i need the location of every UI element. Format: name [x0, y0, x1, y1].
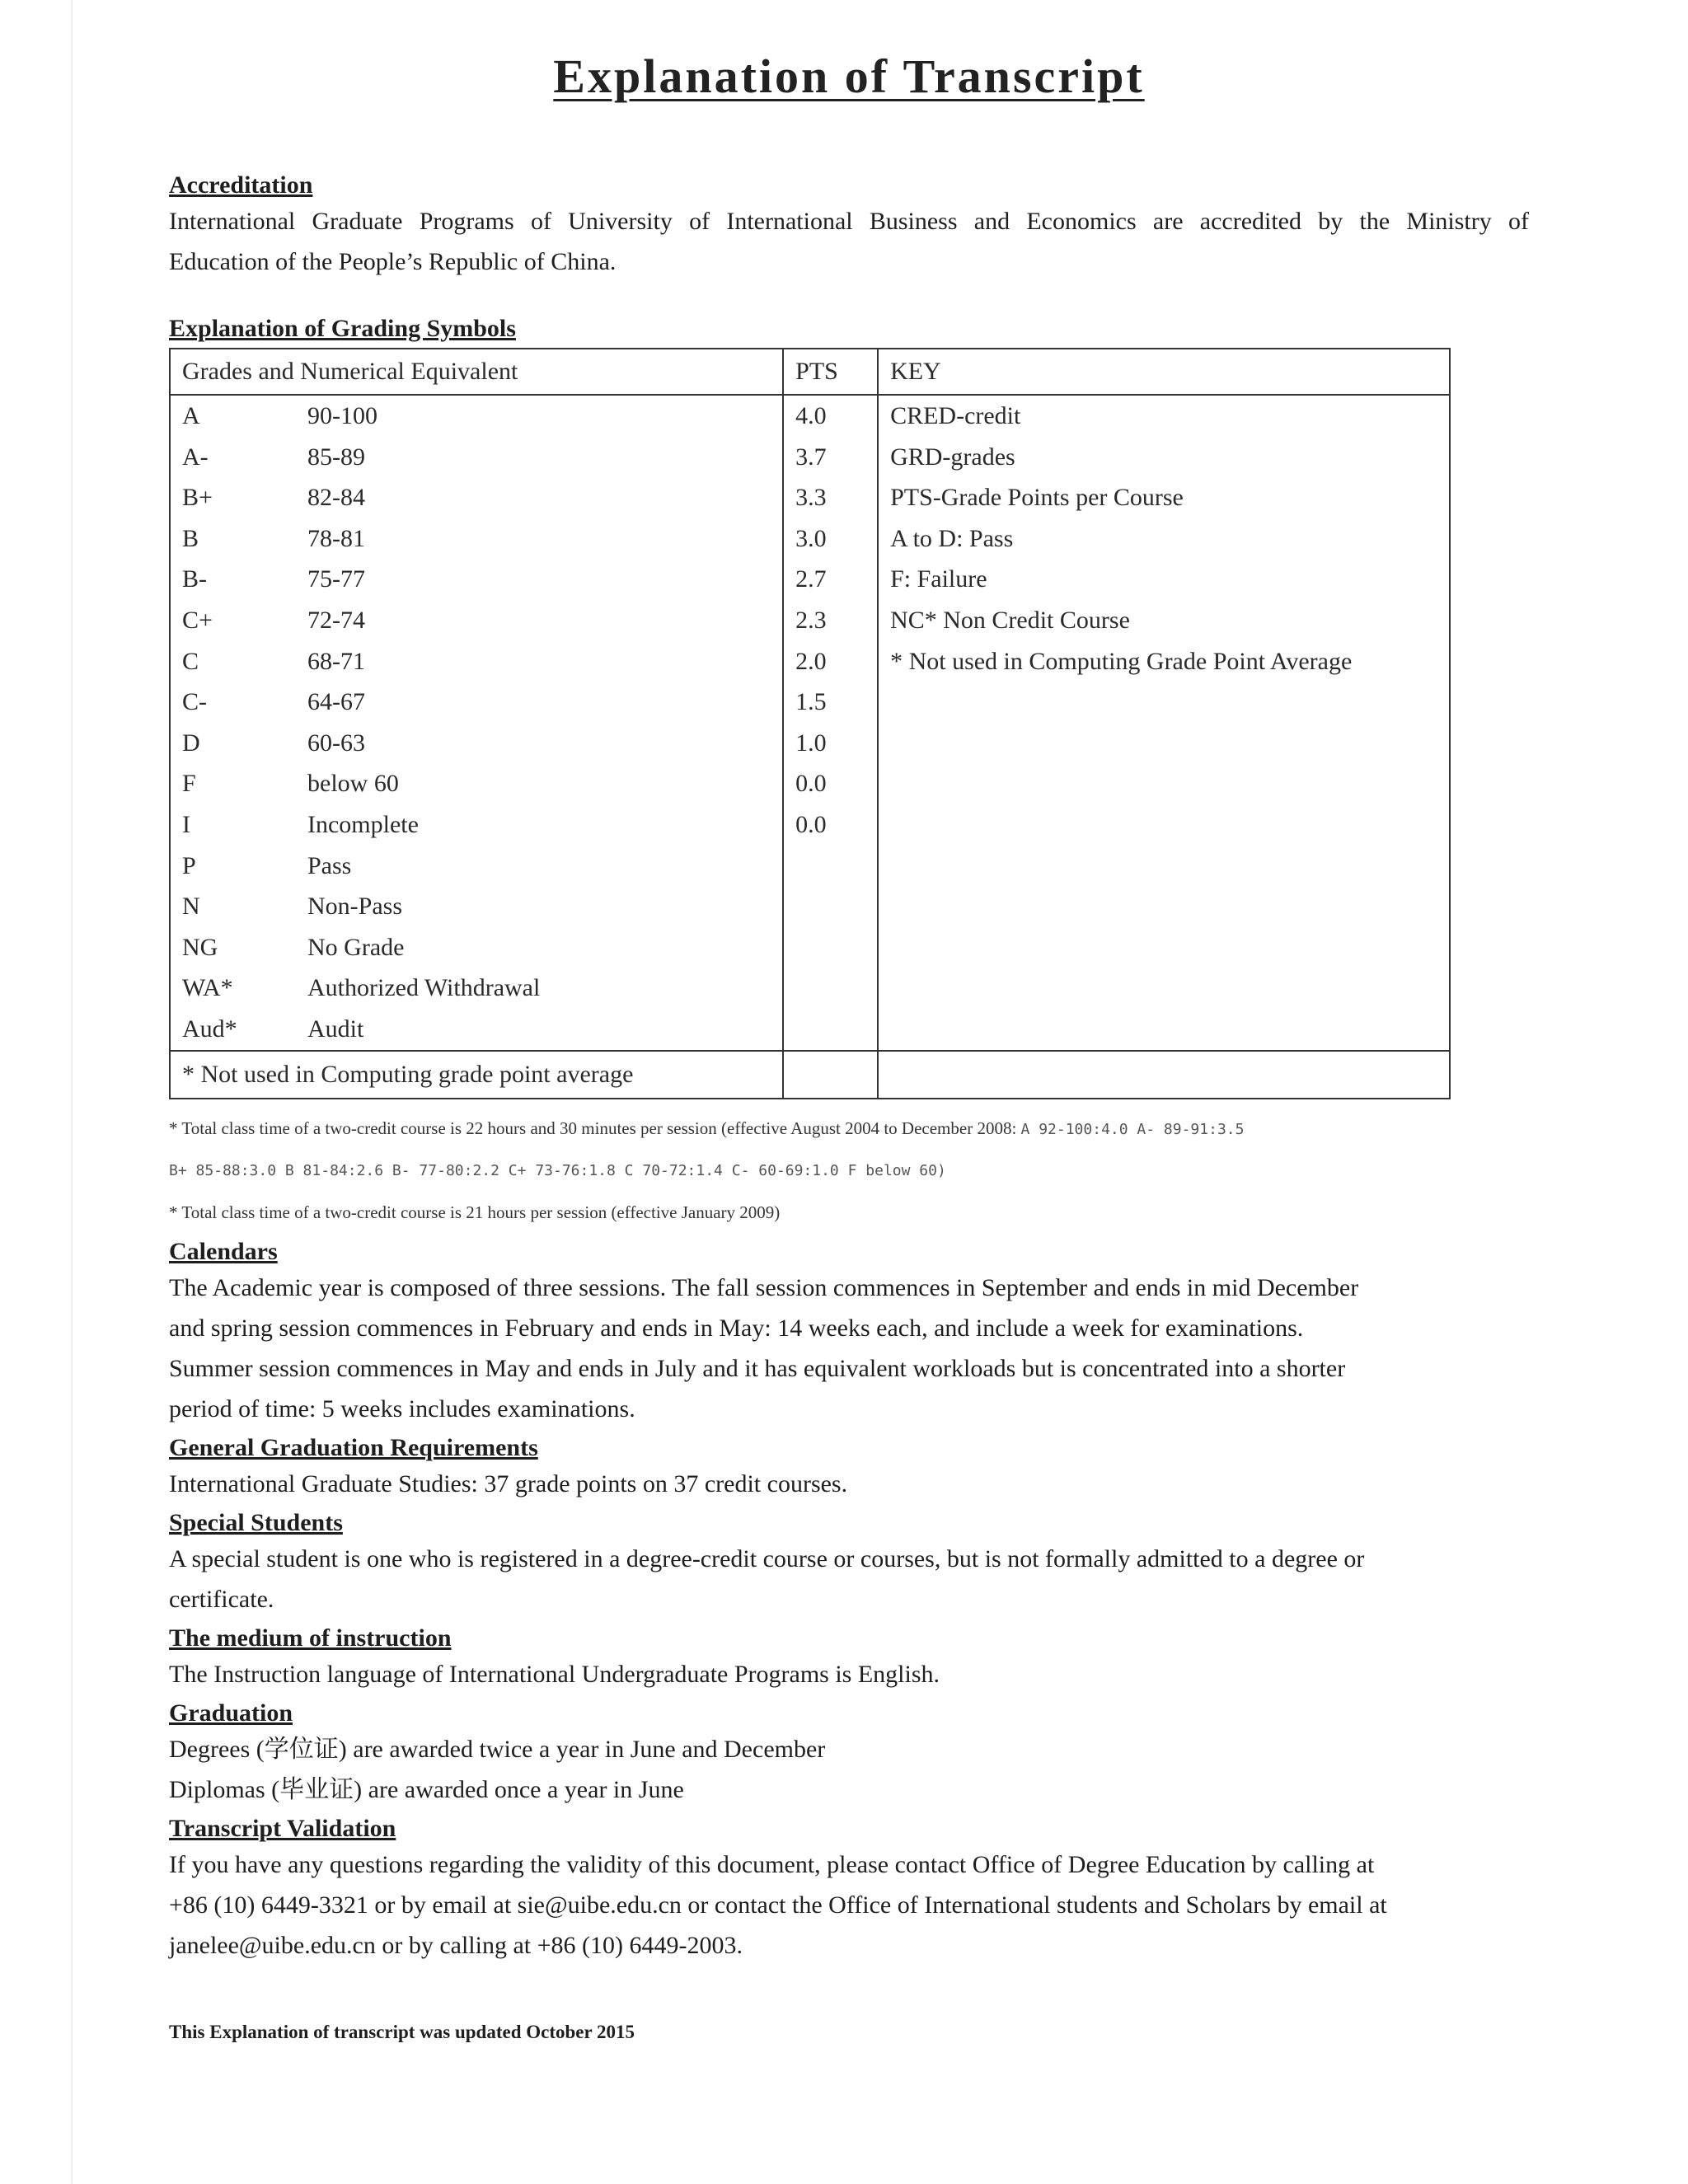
- note-1-text: * Total class time of a two-credit course is 22 hours and 30 minutes per session (effective August 2004 to December 2008:: [169, 1118, 1017, 1138]
- grade-row: [182, 763, 771, 804]
- scan-edge: [71, 0, 73, 2184]
- grade-range: 90-100: [307, 402, 377, 429]
- accreditation-heading: Accreditation: [169, 171, 313, 199]
- general-graduation-heading: General Graduation Requirements: [169, 1433, 538, 1461]
- class-time-notes: [169, 1108, 1529, 1233]
- special-students-section: [169, 1507, 1529, 1619]
- grade-points: 3.7: [795, 443, 827, 471]
- validation-line: If you have any questions regarding the validity of this document, please contact Office of Degree Education by calling at: [169, 1850, 1375, 1878]
- grade-row: [182, 723, 771, 764]
- calendars-line: period of time: 5 weeks includes examinations.: [169, 1394, 635, 1422]
- accreditation-line: Education of the People’s Republic of China.: [169, 248, 617, 275]
- graduation-line: Diplomas (毕业证) are awarded once a year in June: [169, 1775, 684, 1803]
- key-entry: CRED-credit: [890, 402, 1021, 429]
- grade-points: 0.0: [795, 810, 827, 838]
- accreditation-text: [169, 201, 1529, 282]
- grade-range: 75-77: [307, 565, 365, 593]
- medium-section: [169, 1623, 1529, 1694]
- general-graduation-line: International Graduate Studies: 37 grade points on 37 credit courses.: [169, 1469, 848, 1497]
- grade-range: below 60: [307, 770, 399, 798]
- grade-range: 85-89: [307, 443, 365, 471]
- grade-range: Pass: [307, 851, 352, 879]
- grade-points: 3.3: [795, 484, 827, 512]
- grade-row: [182, 886, 771, 927]
- grade-letter: I: [182, 810, 190, 838]
- grade-letter: C+: [182, 606, 213, 634]
- grade-range: Non-Pass: [307, 893, 403, 921]
- key-entry: A to D: Pass: [890, 524, 1014, 552]
- grade-range: 68-71: [307, 647, 365, 675]
- grade-points: 2.7: [795, 565, 827, 593]
- grade-points: 2.3: [795, 606, 827, 634]
- special-students-line: A special student is one who is registered in a degree-credit course or courses, but is not formally admitted to a degree or: [169, 1544, 1365, 1572]
- validation-line: +86 (10) 6449-3321 or by email at sie@uibe.edu.cn or contact the Office of International students and Scholars by email at: [169, 1891, 1387, 1919]
- grade-row: [182, 437, 771, 478]
- graduation-heading: Graduation: [169, 1699, 293, 1727]
- grade-letter: D: [182, 729, 200, 757]
- graduation-line: Degrees (学位证) are awarded twice a year in June and December: [169, 1735, 826, 1763]
- graduation-text: [169, 1729, 1529, 1810]
- accreditation-section: [169, 170, 1529, 282]
- grade-range: 78-81: [307, 524, 365, 552]
- key-entry: GRD-grades: [890, 443, 1015, 471]
- grade-letter: N: [182, 893, 200, 921]
- key-entry: F: Failure: [890, 565, 987, 593]
- key-entry: NC* Non Credit Course: [890, 606, 1130, 634]
- header-key: KEY: [878, 349, 1450, 395]
- grade-letter: C: [182, 647, 199, 675]
- grade-letter: B+: [182, 484, 213, 512]
- key-entry: * Not used in Computing Grade Point Average: [890, 647, 1353, 675]
- validation-line: janelee@uibe.edu.cn or by calling at +86 (10) 6449-2003.: [169, 1931, 743, 1959]
- grade-row: [182, 396, 771, 437]
- header-grades: Grades and Numerical Equivalent: [170, 349, 783, 395]
- header-pts: PTS: [783, 349, 878, 395]
- footer-empty-cell: [878, 1051, 1450, 1099]
- grade-points: 1.0: [795, 729, 827, 757]
- grade-letter: P: [182, 851, 196, 879]
- grade-range: No Grade: [307, 933, 405, 961]
- grading-footer-note: * Not used in Computing grade point average: [170, 1051, 783, 1099]
- grade-letter: A: [182, 402, 200, 429]
- general-graduation-text: [169, 1464, 1529, 1504]
- grading-table-body: [170, 395, 1450, 1051]
- footer-empty-cell: [783, 1051, 878, 1099]
- grade-range: 82-84: [307, 484, 365, 512]
- grade-range: 60-63: [307, 729, 365, 757]
- grading-heading: Explanation of Grading Symbols: [169, 315, 516, 342]
- grade-letter: F: [182, 770, 196, 798]
- grade-letter: A-: [182, 443, 209, 471]
- note-1-scale: A 92-100:4.0 A- 89-91:3.5: [1020, 1120, 1245, 1138]
- special-students-heading: Special Students: [169, 1508, 343, 1536]
- grade-range: Audit: [307, 1015, 364, 1043]
- grade-points: 2.0: [795, 647, 827, 675]
- grade-row: [182, 968, 771, 1009]
- grade-row: [182, 600, 771, 641]
- grade-row: [182, 927, 771, 968]
- class-time-note-1: [169, 1108, 1529, 1151]
- footer-note: This Explanation of transcript was updated October 2015: [169, 2021, 635, 2042]
- grading-table: [169, 348, 1451, 1099]
- medium-line: The Instruction language of International Undergraduate Programs is English.: [169, 1660, 940, 1688]
- key-entry: PTS-Grade Points per Course: [890, 484, 1184, 512]
- grade-row: [182, 518, 771, 560]
- grade-letter: NG: [182, 933, 218, 961]
- medium-heading: The medium of instruction: [169, 1624, 452, 1652]
- calendars-section: [169, 1236, 1529, 1429]
- medium-text: [169, 1654, 1529, 1694]
- calendars-line: Summer session commences in May and ends in July and it has equivalent workloads but is concentrated into a shorter: [169, 1354, 1346, 1382]
- document-page: [169, 48, 1529, 2043]
- grade-row: [182, 477, 771, 518]
- class-time-note-2: B+ 85-88:3.0 B 81-84:2.6 B- 77-80:2.2 C+ 73-76:1.8 C 70-72:1.4 C- 60-69:1.0 F below 60): [169, 1161, 946, 1179]
- special-students-text: [169, 1539, 1529, 1619]
- grade-row: [182, 559, 771, 600]
- calendars-line: The Academic year is composed of three sessions. The fall session commences in September and ends in mid December: [169, 1273, 1359, 1301]
- validation-heading: Transcript Validation: [169, 1814, 396, 1842]
- grade-range: 64-67: [307, 688, 365, 716]
- special-students-line: certificate.: [169, 1585, 274, 1613]
- grade-range: Incomplete: [307, 810, 419, 838]
- key-column: [878, 395, 1450, 1051]
- grade-points: 0.0: [795, 770, 827, 798]
- grading-table-footer: [170, 1051, 1450, 1099]
- graduation-section: [169, 1698, 1529, 1810]
- page-title: Explanation of Transcript: [553, 49, 1145, 103]
- grade-letter: Aud*: [182, 1015, 237, 1043]
- grade-letter: WA*: [182, 974, 233, 1002]
- general-graduation-section: [169, 1432, 1529, 1504]
- grade-range: 72-74: [307, 606, 365, 634]
- calendars-text: [169, 1268, 1529, 1429]
- grade-points: 4.0: [795, 402, 827, 429]
- pts-column: [783, 395, 878, 1051]
- grades-column: [170, 395, 783, 1051]
- grade-row: [182, 846, 771, 887]
- grade-letter: B-: [182, 565, 207, 593]
- grade-row: [182, 1009, 771, 1050]
- class-time-note-3: * Total class time of a two-credit course is 21 hours per session (effective January 2009): [169, 1202, 781, 1222]
- grading-table-header: [170, 349, 1450, 395]
- grade-range: Authorized Withdrawal: [307, 974, 541, 1002]
- grade-letter: B: [182, 524, 199, 552]
- grade-points: 3.0: [795, 524, 827, 552]
- grade-row: [182, 641, 771, 682]
- validation-section: [169, 1813, 1529, 1966]
- calendars-line: and spring session commences in February and ends in May: 14 weeks each, and include a week for examinations.: [169, 1314, 1304, 1342]
- accreditation-line: International Graduate Programs of University of International Business and Economics are accredited by the Ministry of: [169, 208, 1529, 235]
- grade-row: [182, 682, 771, 723]
- grade-points: 1.5: [795, 688, 827, 716]
- validation-text: [169, 1844, 1529, 1966]
- grade-letter: C-: [182, 688, 207, 716]
- calendars-heading: Calendars: [169, 1237, 278, 1265]
- grade-row: [182, 804, 771, 846]
